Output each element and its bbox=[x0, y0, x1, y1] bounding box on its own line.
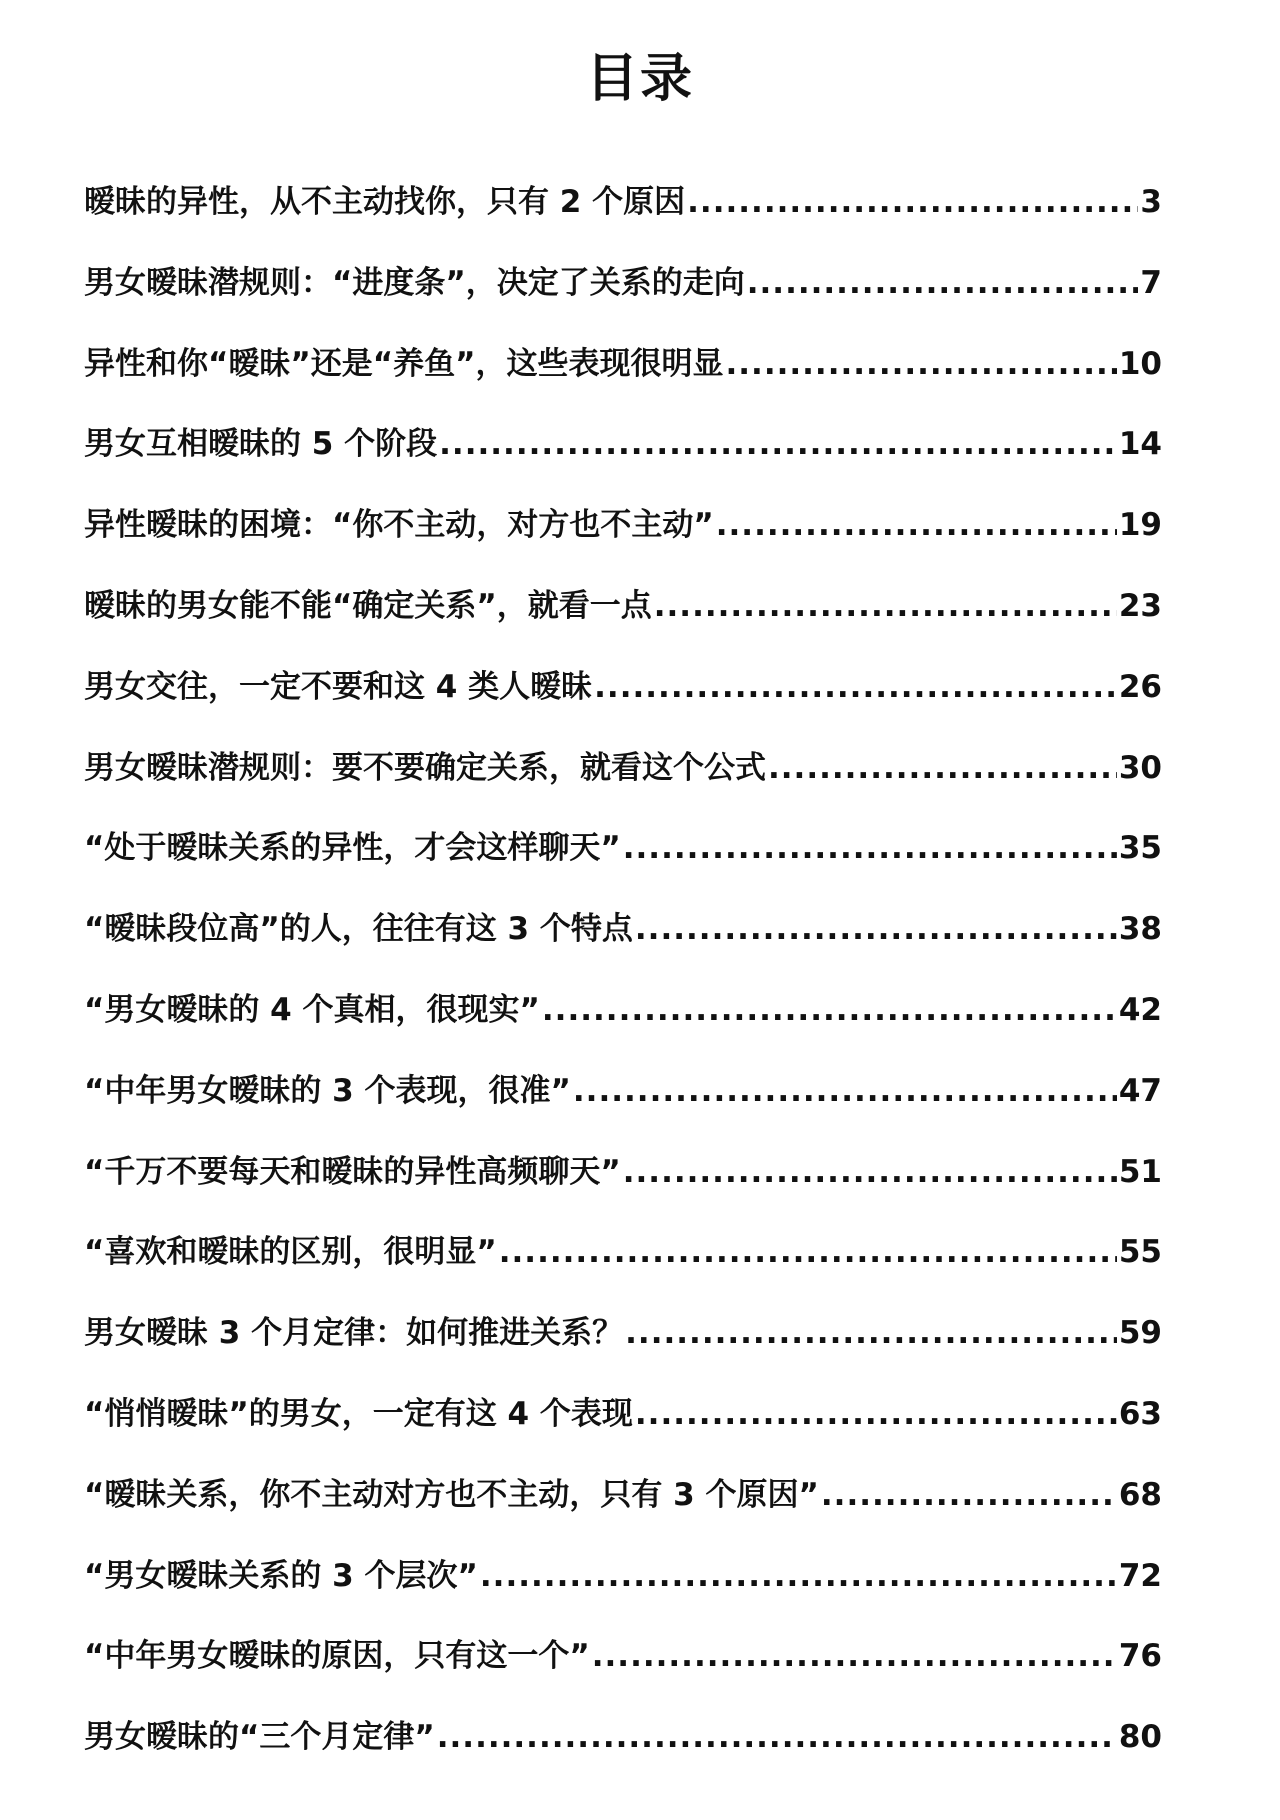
toc-entry[interactable] bbox=[84, 257, 1162, 338]
dot-leader bbox=[768, 750, 1117, 786]
dot-leader bbox=[623, 830, 1117, 866]
toc-entry[interactable] bbox=[84, 1388, 1162, 1469]
dot-leader bbox=[573, 1073, 1117, 1109]
toc-entry-title: “喜欢和暧昧的区别，很明显” bbox=[84, 1234, 497, 1271]
dot-leader bbox=[594, 669, 1117, 705]
toc-entry-title: “处于暧昧关系的异性，才会这样聊天” bbox=[84, 830, 621, 867]
toc-entry-page-number: 7 bbox=[1140, 264, 1162, 301]
toc-entry[interactable] bbox=[84, 580, 1162, 661]
toc-entry-title: 男女暧昧 3 个月定律：如何推进关系？ bbox=[84, 1315, 624, 1352]
dot-leader bbox=[687, 184, 1138, 220]
toc-entry-title: 暧昧的异性，从不主动找你，只有 2 个原因 bbox=[84, 184, 686, 220]
dot-leader bbox=[654, 588, 1117, 624]
toc-entry[interactable] bbox=[84, 742, 1162, 823]
toc-entry[interactable] bbox=[84, 903, 1162, 984]
toc-entry-page-number: 80 bbox=[1118, 1719, 1162, 1756]
toc-entry-page-number: 76 bbox=[1118, 1638, 1162, 1675]
toc-entry[interactable] bbox=[84, 418, 1162, 499]
toc-entry-page-number: 35 bbox=[1118, 830, 1162, 867]
toc-entry[interactable] bbox=[84, 1307, 1162, 1388]
toc-entry[interactable] bbox=[84, 1550, 1162, 1631]
toc-entry-page-number: 23 bbox=[1118, 587, 1162, 624]
dot-leader bbox=[716, 507, 1117, 543]
dot-leader bbox=[635, 1396, 1117, 1432]
toc-entry-page-number: 55 bbox=[1118, 1234, 1162, 1271]
toc-entry-title: “男女暧昧的 4 个真相，很现实” bbox=[84, 991, 540, 1028]
toc-entry-title: 异性暧昧的困境：“你不主动，对方也不主动” bbox=[84, 507, 714, 544]
toc-entry-page-number: 63 bbox=[1118, 1395, 1162, 1432]
toc-entry-title: 男女交往，一定不要和这 4 类人暧昧 bbox=[84, 668, 593, 705]
dot-leader bbox=[437, 1719, 1117, 1755]
toc-entry-title: “中年男女暧昧的原因，只有这一个” bbox=[84, 1638, 590, 1675]
toc-entry-page-number: 3 bbox=[1140, 184, 1162, 220]
dot-leader bbox=[542, 992, 1117, 1028]
toc-entry[interactable] bbox=[84, 661, 1162, 742]
toc-entry[interactable] bbox=[84, 984, 1162, 1065]
toc-entry-title: “千万不要每天和暧昧的异性高频聊天” bbox=[84, 1153, 621, 1190]
toc-entry[interactable] bbox=[84, 176, 1162, 257]
dot-leader bbox=[635, 911, 1117, 947]
toc-entry-page-number: 30 bbox=[1118, 749, 1162, 786]
dot-leader bbox=[747, 265, 1139, 301]
dot-leader bbox=[625, 1315, 1117, 1351]
toc-entry[interactable] bbox=[84, 1146, 1162, 1227]
toc-entry-page-number: 47 bbox=[1118, 1072, 1162, 1109]
toc-entry-title: “中年男女暧昧的 3 个表现，很准” bbox=[84, 1072, 571, 1109]
toc-entry-page-number: 68 bbox=[1118, 1476, 1162, 1513]
toc-entry-title: “暧昧关系，你不主动对方也不主动，只有 3 个原因” bbox=[84, 1476, 819, 1513]
toc-entry[interactable] bbox=[84, 1065, 1162, 1146]
page-title: 目录 bbox=[585, 49, 694, 109]
table-of-contents bbox=[84, 176, 1162, 1792]
toc-entry-title: “暧昧段位高”的人，往往有这 3 个特点 bbox=[84, 911, 633, 948]
toc-entry-page-number: 19 bbox=[1118, 507, 1162, 544]
dot-leader bbox=[726, 346, 1117, 382]
toc-entry-title: 异性和你“暧昧”还是“养鱼”，这些表现很明显 bbox=[84, 345, 724, 382]
toc-entry-page-number: 51 bbox=[1118, 1153, 1162, 1190]
toc-entry-page-number: 42 bbox=[1118, 991, 1162, 1028]
toc-entry[interactable] bbox=[84, 1469, 1162, 1550]
toc-entry-page-number: 10 bbox=[1118, 345, 1162, 382]
toc-entry[interactable] bbox=[84, 1226, 1162, 1307]
toc-entry-title: “男女暧昧关系的 3 个层次” bbox=[84, 1557, 478, 1594]
toc-entry-title: “悄悄暧昧”的男女，一定有这 4 个表现 bbox=[84, 1395, 633, 1432]
toc-entry[interactable] bbox=[84, 499, 1162, 580]
toc-entry-page-number: 26 bbox=[1118, 668, 1162, 705]
dot-leader bbox=[480, 1558, 1117, 1594]
toc-entry-page-number: 59 bbox=[1118, 1315, 1162, 1352]
toc-entry-page-number: 72 bbox=[1118, 1557, 1162, 1594]
toc-entry-title: 暧昧的男女能不能“确定关系”，就看一点 bbox=[84, 587, 652, 624]
toc-entry[interactable] bbox=[84, 822, 1162, 903]
dot-leader bbox=[821, 1477, 1117, 1513]
dot-leader bbox=[439, 426, 1117, 462]
toc-entry-title: 男女暧昧潜规则：要不要确定关系，就看这个公式 bbox=[84, 749, 766, 786]
toc-entry[interactable] bbox=[84, 338, 1162, 419]
dot-leader bbox=[499, 1234, 1117, 1270]
toc-entry-page-number: 38 bbox=[1118, 911, 1162, 948]
toc-entry-title: 男女暧昧潜规则：“进度条”，决定了关系的走向 bbox=[84, 264, 745, 301]
toc-entry-title: 男女暧昧的“三个月定律” bbox=[84, 1719, 435, 1756]
dot-leader bbox=[592, 1638, 1117, 1674]
toc-entry-title: 男女互相暧昧的 5 个阶段 bbox=[84, 426, 438, 463]
toc-entry[interactable] bbox=[84, 1630, 1162, 1711]
toc-entry[interactable] bbox=[84, 1711, 1162, 1792]
toc-entry-page-number: 14 bbox=[1118, 426, 1162, 463]
dot-leader bbox=[623, 1154, 1117, 1190]
